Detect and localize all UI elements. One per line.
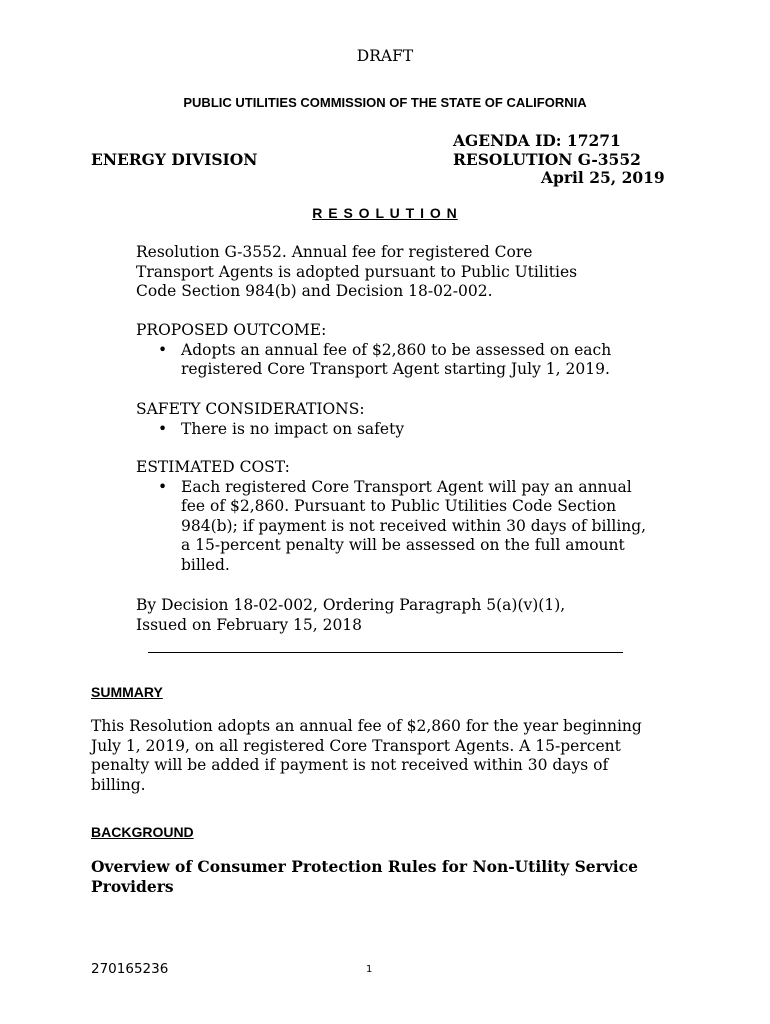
intro-line: Code Section 984(b) and Decision 18-02-002. xyxy=(136,282,493,300)
safety-section xyxy=(136,400,696,439)
subheading-line: Overview of Consumer Protection Rules for Non-Utility Service xyxy=(91,857,638,876)
bullet-line: Adopts an annual fee of $2,860 to be assessed on each xyxy=(181,340,612,359)
resolution-number: RESOLUTION G-3552 xyxy=(453,150,641,169)
summary-line: July 1, 2019, on all registered Core Transport Agents. A 15-percent xyxy=(91,736,621,755)
bullet-line: fee of $2,860. Pursuant to Public Utilities Code Section xyxy=(181,497,617,515)
background-subheading xyxy=(91,857,691,896)
document-number: 270165236 xyxy=(91,961,169,977)
bullet-line: registered Core Transport Agent starting July 1, 2019. xyxy=(181,360,610,378)
summary-paragraph xyxy=(91,717,691,795)
bullet-line: 984(b); if payment is not received within 30 days of billing, xyxy=(181,516,647,535)
resolution-title: R E S O L U T I O N xyxy=(312,205,458,221)
section-divider xyxy=(148,652,623,653)
summary-line: penalty will be added if payment is not received within 30 days of xyxy=(91,756,609,774)
estimated-cost-heading: ESTIMATED COST: xyxy=(136,458,290,476)
bullet-line: a 15-percent penalty will be assessed on the full amount xyxy=(181,536,625,554)
energy-division: ENERGY DIVISION xyxy=(91,150,258,169)
bullet-line: billed. xyxy=(181,555,230,574)
bullet-line: Each registered Core Transport Agent will pay an annual xyxy=(181,477,632,496)
subheading-line: Providers xyxy=(91,876,174,896)
estimated-cost-bullet xyxy=(136,478,696,576)
estimated-cost-section xyxy=(136,458,696,575)
draft-label: DRAFT xyxy=(356,47,414,65)
page-number: 1 xyxy=(366,964,373,975)
intro-block xyxy=(136,243,696,302)
safety-bullet xyxy=(136,420,696,440)
by-decision-line: Issued on February 15, 2018 xyxy=(136,615,363,634)
intro-line: Transport Agents is adopted pursuant to Public Utilities xyxy=(136,262,578,281)
by-decision-block xyxy=(136,596,696,635)
proposed-outcome-bullet xyxy=(136,341,696,380)
agenda-id: AGENDA ID: 17271 xyxy=(453,131,621,150)
by-decision-line: By Decision 18-02-002, Ordering Paragraph 5(a)(v)(1), xyxy=(136,596,566,614)
summary-line: billing. xyxy=(91,775,146,794)
resolution-date: April 25, 2019 xyxy=(541,168,665,187)
summary-heading: SUMMARY xyxy=(91,684,163,700)
commission-title: PUBLIC UTILITIES COMMISSION OF THE STATE OF CALIFORNIA xyxy=(183,95,587,110)
intro-line: Resolution G-3552. Annual fee for registered Core xyxy=(136,243,533,261)
summary-line: This Resolution adopts an annual fee of $2,860 for the year beginning xyxy=(91,717,642,735)
proposed-outcome-heading: PROPOSED OUTCOME: xyxy=(136,321,327,339)
proposed-outcome-section xyxy=(136,321,696,380)
bullet-line: There is no impact on safety xyxy=(181,419,405,438)
safety-heading: SAFETY CONSIDERATIONS: xyxy=(136,400,365,418)
background-heading: BACKGROUND xyxy=(91,824,194,840)
